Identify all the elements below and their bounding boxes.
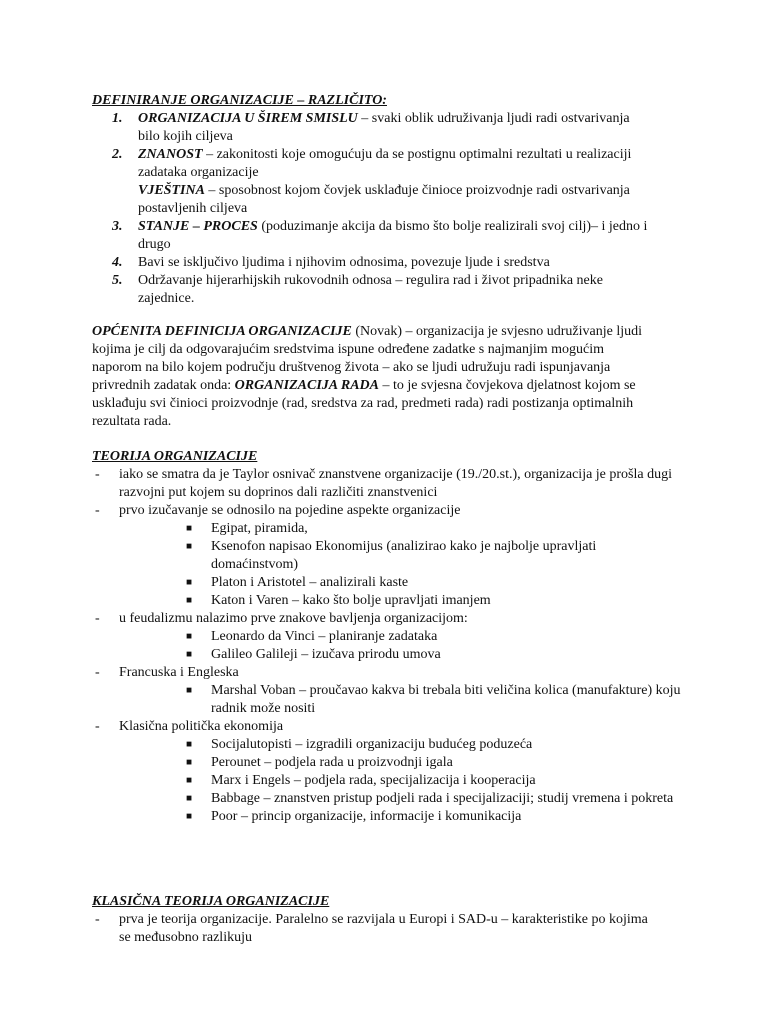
list-item-text: – svaki oblik udruživanja ljudi radi ostvarivanja bilo kojih ciljeva xyxy=(138,111,630,144)
sub-list-item: ■ Platon i Aristotel – analizirali kaste xyxy=(186,575,409,590)
paragraph-term: OPĆENITA DEFINICIJA ORGANIZACIJE xyxy=(92,324,352,339)
sub-list-item: ■ Poor – princip organizacije, informacije i komunikacija xyxy=(186,809,522,824)
list-item: 2. ZNANOST – zakonitosti koje omogućuju da se postignu optimalni rezultati u realizaciji zadataka organizacije xyxy=(112,147,632,180)
list-item-text: – zakonitosti koje omogućuju da se postignu optimalni rezultati u realizaciji zadataka organizacije xyxy=(138,147,632,180)
sub-list-item: ■ Marx i Engels – podjela rada, specijalizacija i kooperacija xyxy=(186,773,536,788)
list-item-continuation xyxy=(92,182,652,218)
general-definition-paragraph: OPĆENITA DEFINICIJA ORGANIZACIJE (Novak) – organizacija je svjesno udruživanje ljudi kojima je cilj da odgovarajućim sredstvima ispune određene zadatke s najmanjim mogućim naporom na bilo kojem području društvenog života – ako se ljudi udružuju radi ispunjavanja privrednih zadatak onda: ORGANIZACIJA RADA – to je svjesna čovjekova djelatnost kojom se usklađuju svi činioci proizvodnje (rad, sredstva za rad, predmeti rada) radi postizanja optimalnih rezultata rada. xyxy=(92,324,643,429)
sub-list-item: ■ Marshal Voban – proučavao kakva bi trebala biti veličina kolica (manufakture) koju radnik može nositi xyxy=(186,683,681,716)
sub-list-item: ■ Egipat, piramida, xyxy=(186,521,308,536)
definition-list xyxy=(92,110,652,308)
sub-list-item: ■ Perounet – podjela rada u proizvodnji igala xyxy=(186,755,453,770)
sub-list-item: ■ Socijalutopisti – izgradili organizaciju budućeg poduzeća xyxy=(186,737,533,752)
list-item: 3. STANJE – PROCES (poduzimanje akcija da bismo što bolje realizirali svoj cilj)– i jedno i drugo xyxy=(112,219,648,252)
list-item: - Francuska i Engleska xyxy=(95,665,239,680)
section-heading-teorija: TEORIJA ORGANIZACIJE xyxy=(92,449,258,464)
section-heading-klasicna: KLASIČNA TEORIJA ORGANIZACIJE xyxy=(92,894,330,909)
sub-list-item: ■ Leonardo da Vinci – planiranje zadataka xyxy=(186,629,438,644)
section-heading-definiranje: DEFINIRANJE ORGANIZACIJE – RAZLIČITO: xyxy=(92,93,387,108)
list-item: - u feudalizmu nalazimo prve znakove bavljenja organizacijom: xyxy=(95,611,468,626)
list-item-term: ORGANIZACIJA U ŠIREM SMISLU xyxy=(138,111,358,126)
paragraph-term: ORGANIZACIJA RADA xyxy=(234,378,379,393)
list-item-term: STANJE – PROCES xyxy=(138,219,258,234)
sub-list-item: ■ Babbage – znanstven pristup podjeli rada i specijalizaciji; studij vremena i pokreta xyxy=(186,791,674,806)
list-item-text: Bavi se isključivo ljudima i njihovim odnosima, povezuje ljude i sredstva xyxy=(138,255,550,270)
list-item: - prvo izučavanje se odnosilo na pojedine aspekte organizacije xyxy=(95,503,461,518)
list-item: 1. ORGANIZACIJA U ŠIREM SMISLU – svaki oblik udruživanja ljudi radi ostvarivanja bilo kojih ciljeva xyxy=(112,111,630,144)
list-item-term: VJEŠTINA xyxy=(138,183,205,198)
list-item-term: ZNANOST xyxy=(138,147,203,162)
sub-list-item: ■ Katon i Varen – kako što bolje upravljati imanjem xyxy=(186,593,491,608)
list-item-text: (poduzimanje akcija da bismo što bolje realizirali svoj cilj)– i jedno i drugo xyxy=(138,219,648,252)
list-item-text: – sposobnost kojom čovjek usklađuje činioce proizvodnje radi ostvarivanja postavljenih ciljeva xyxy=(138,183,630,216)
sub-list-item: ■ Galileo Galileji – izučava prirodu umova xyxy=(186,647,441,662)
theory-list xyxy=(92,466,682,826)
list-item: 4. Bavi se isključivo ljudima i njihovim odnosima, povezuje ljude i sredstva xyxy=(112,255,550,270)
classic-theory-list xyxy=(92,911,652,947)
list-item-text: Održavanje hijerarhijskih rukovodnih odnosa – regulira rad i život pripadnika neke zajednice. xyxy=(138,273,603,306)
list-item: - prva je teorija organizacije. Paralelno se razvijala u Europi i SAD-u – karakteristike po kojima se međusobno razlikuju xyxy=(95,912,648,945)
list-item: - Klasična politička ekonomija xyxy=(95,719,284,734)
list-item: - iako se smatra da je Taylor osnivač znanstvene organizacije (19./20.st.), organizacija je prošla dugi razvojni put kojem su doprinos dali različiti znanstvenici xyxy=(95,467,672,500)
sub-list-item: ■ Ksenofon napisao Ekonomijus (analizirao kako je najbolje upravljati domaćinstvom) xyxy=(186,539,597,572)
list-item: 5. Održavanje hijerarhijskih rukovodnih odnosa – regulira rad i život pripadnika neke zajednice. xyxy=(112,273,603,306)
